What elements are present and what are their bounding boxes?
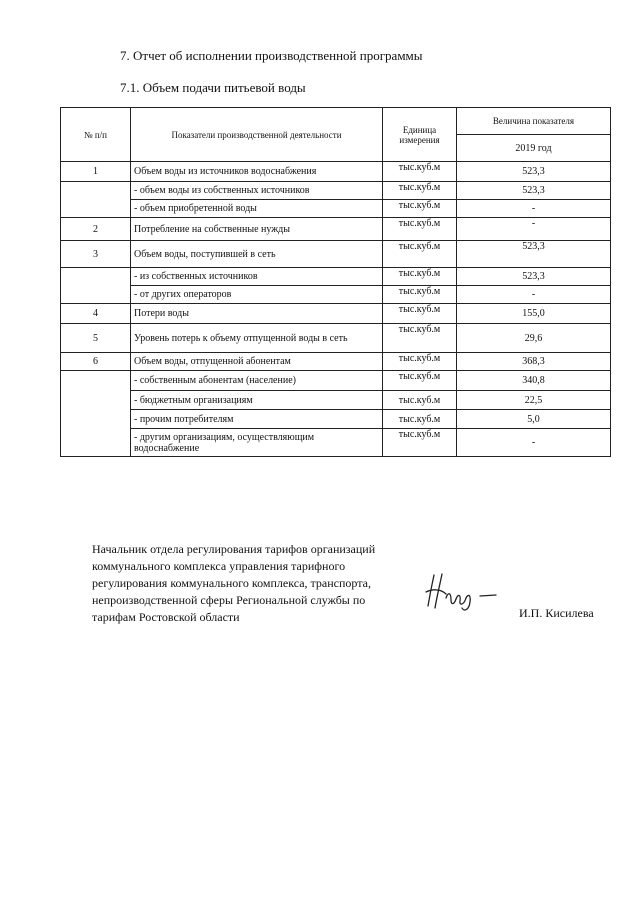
row-name: - от других операторов	[131, 286, 383, 304]
row-name: - собственным абонентам (население)	[131, 371, 383, 391]
row-num	[61, 371, 131, 457]
row-value: 368,3	[457, 353, 611, 371]
row-value: -	[457, 218, 611, 241]
handwritten-signature	[420, 572, 500, 614]
table-row	[61, 200, 611, 218]
row-name: - объем приобретенной воды	[131, 200, 383, 218]
table-row	[61, 218, 611, 241]
row-name: Потери воды	[131, 304, 383, 324]
row-value: 5,0	[457, 410, 611, 429]
row-value: -	[457, 286, 611, 304]
row-name: - бюджетным организациям	[131, 391, 383, 410]
row-name: - другим организациям, осуществляющим водоснабжение	[131, 429, 383, 457]
header-value: Величина показателя	[457, 108, 611, 135]
row-name: - из собственных источников	[131, 268, 383, 286]
table-row	[61, 304, 611, 324]
row-num: 5	[61, 324, 131, 353]
row-unit: тыс.куб.м	[383, 268, 457, 286]
row-unit: тыс.куб.м	[383, 241, 457, 268]
signatory-name: И.П. Кисилева	[519, 606, 594, 620]
row-unit: тыс.куб.м	[383, 324, 457, 353]
row-name: Уровень потерь к объему отпущенной воды в сеть	[131, 324, 383, 353]
row-num	[61, 268, 131, 304]
row-name: - прочим потребителям	[131, 410, 383, 429]
row-unit: тыс.куб.м	[383, 429, 457, 457]
header-num: № п/п	[61, 108, 131, 162]
row-unit: тыс.куб.м	[383, 371, 457, 391]
table-row	[61, 324, 611, 353]
table-row	[61, 268, 611, 286]
row-value: 523,3	[457, 182, 611, 200]
table-row	[61, 162, 611, 182]
row-unit: тыс.куб.м	[383, 286, 457, 304]
row-unit: тыс.куб.м	[383, 410, 457, 429]
row-value: 523,3	[457, 162, 611, 182]
table-row	[61, 429, 611, 457]
table-row	[61, 241, 611, 268]
row-value: 523,3	[457, 241, 611, 268]
table-row	[61, 371, 611, 391]
row-value: 155,0	[457, 304, 611, 324]
row-num	[61, 182, 131, 218]
row-name: Потребление на собственные нужды	[131, 218, 383, 241]
row-unit: тыс.куб.м	[383, 182, 457, 200]
row-unit: тыс.куб.м	[383, 391, 457, 410]
section-heading: 7. Отчет об исполнении производственной программы	[120, 48, 423, 63]
row-unit: тыс.куб.м	[383, 218, 457, 241]
table-row	[61, 182, 611, 200]
row-name: - объем воды из собственных источников	[131, 182, 383, 200]
row-value: 340,8	[457, 371, 611, 391]
row-unit: тыс.куб.м	[383, 162, 457, 182]
header-unit: Единица измерения	[383, 108, 457, 162]
row-unit: тыс.куб.м	[383, 353, 457, 371]
table-row	[61, 391, 611, 410]
row-value: -	[457, 429, 611, 457]
row-num: 4	[61, 304, 131, 324]
row-value: -	[457, 200, 611, 218]
signatory-position: Начальник отдела регулирования тарифов организаций коммунального комплекса управления тарифного регулирования коммунального комплекса, транспорта, непроизводственной сферы Региональной службы по тарифам Ростовской области	[92, 542, 376, 624]
row-num: 3	[61, 241, 131, 268]
header-year: 2019 год	[457, 135, 611, 162]
header-indicator: Показатели производственной деятельности	[131, 108, 383, 162]
row-name: Объем воды, отпущенной абонентам	[131, 353, 383, 371]
row-name: Объем воды, поступившей в сеть	[131, 241, 383, 268]
row-num: 1	[61, 162, 131, 182]
row-unit: тыс.куб.м	[383, 200, 457, 218]
row-name: Объем воды из источников водоснабжения	[131, 162, 383, 182]
table-row	[61, 286, 611, 304]
subsection-heading: 7.1. Объем подачи питьевой воды	[120, 80, 306, 95]
row-unit: тыс.куб.м	[383, 304, 457, 324]
row-num: 2	[61, 218, 131, 241]
row-value: 22,5	[457, 391, 611, 410]
row-value: 29,6	[457, 324, 611, 353]
table-row	[61, 353, 611, 371]
row-value: 523,3	[457, 268, 611, 286]
row-num: 6	[61, 353, 131, 371]
water-supply-table	[60, 107, 611, 457]
table-row	[61, 410, 611, 429]
